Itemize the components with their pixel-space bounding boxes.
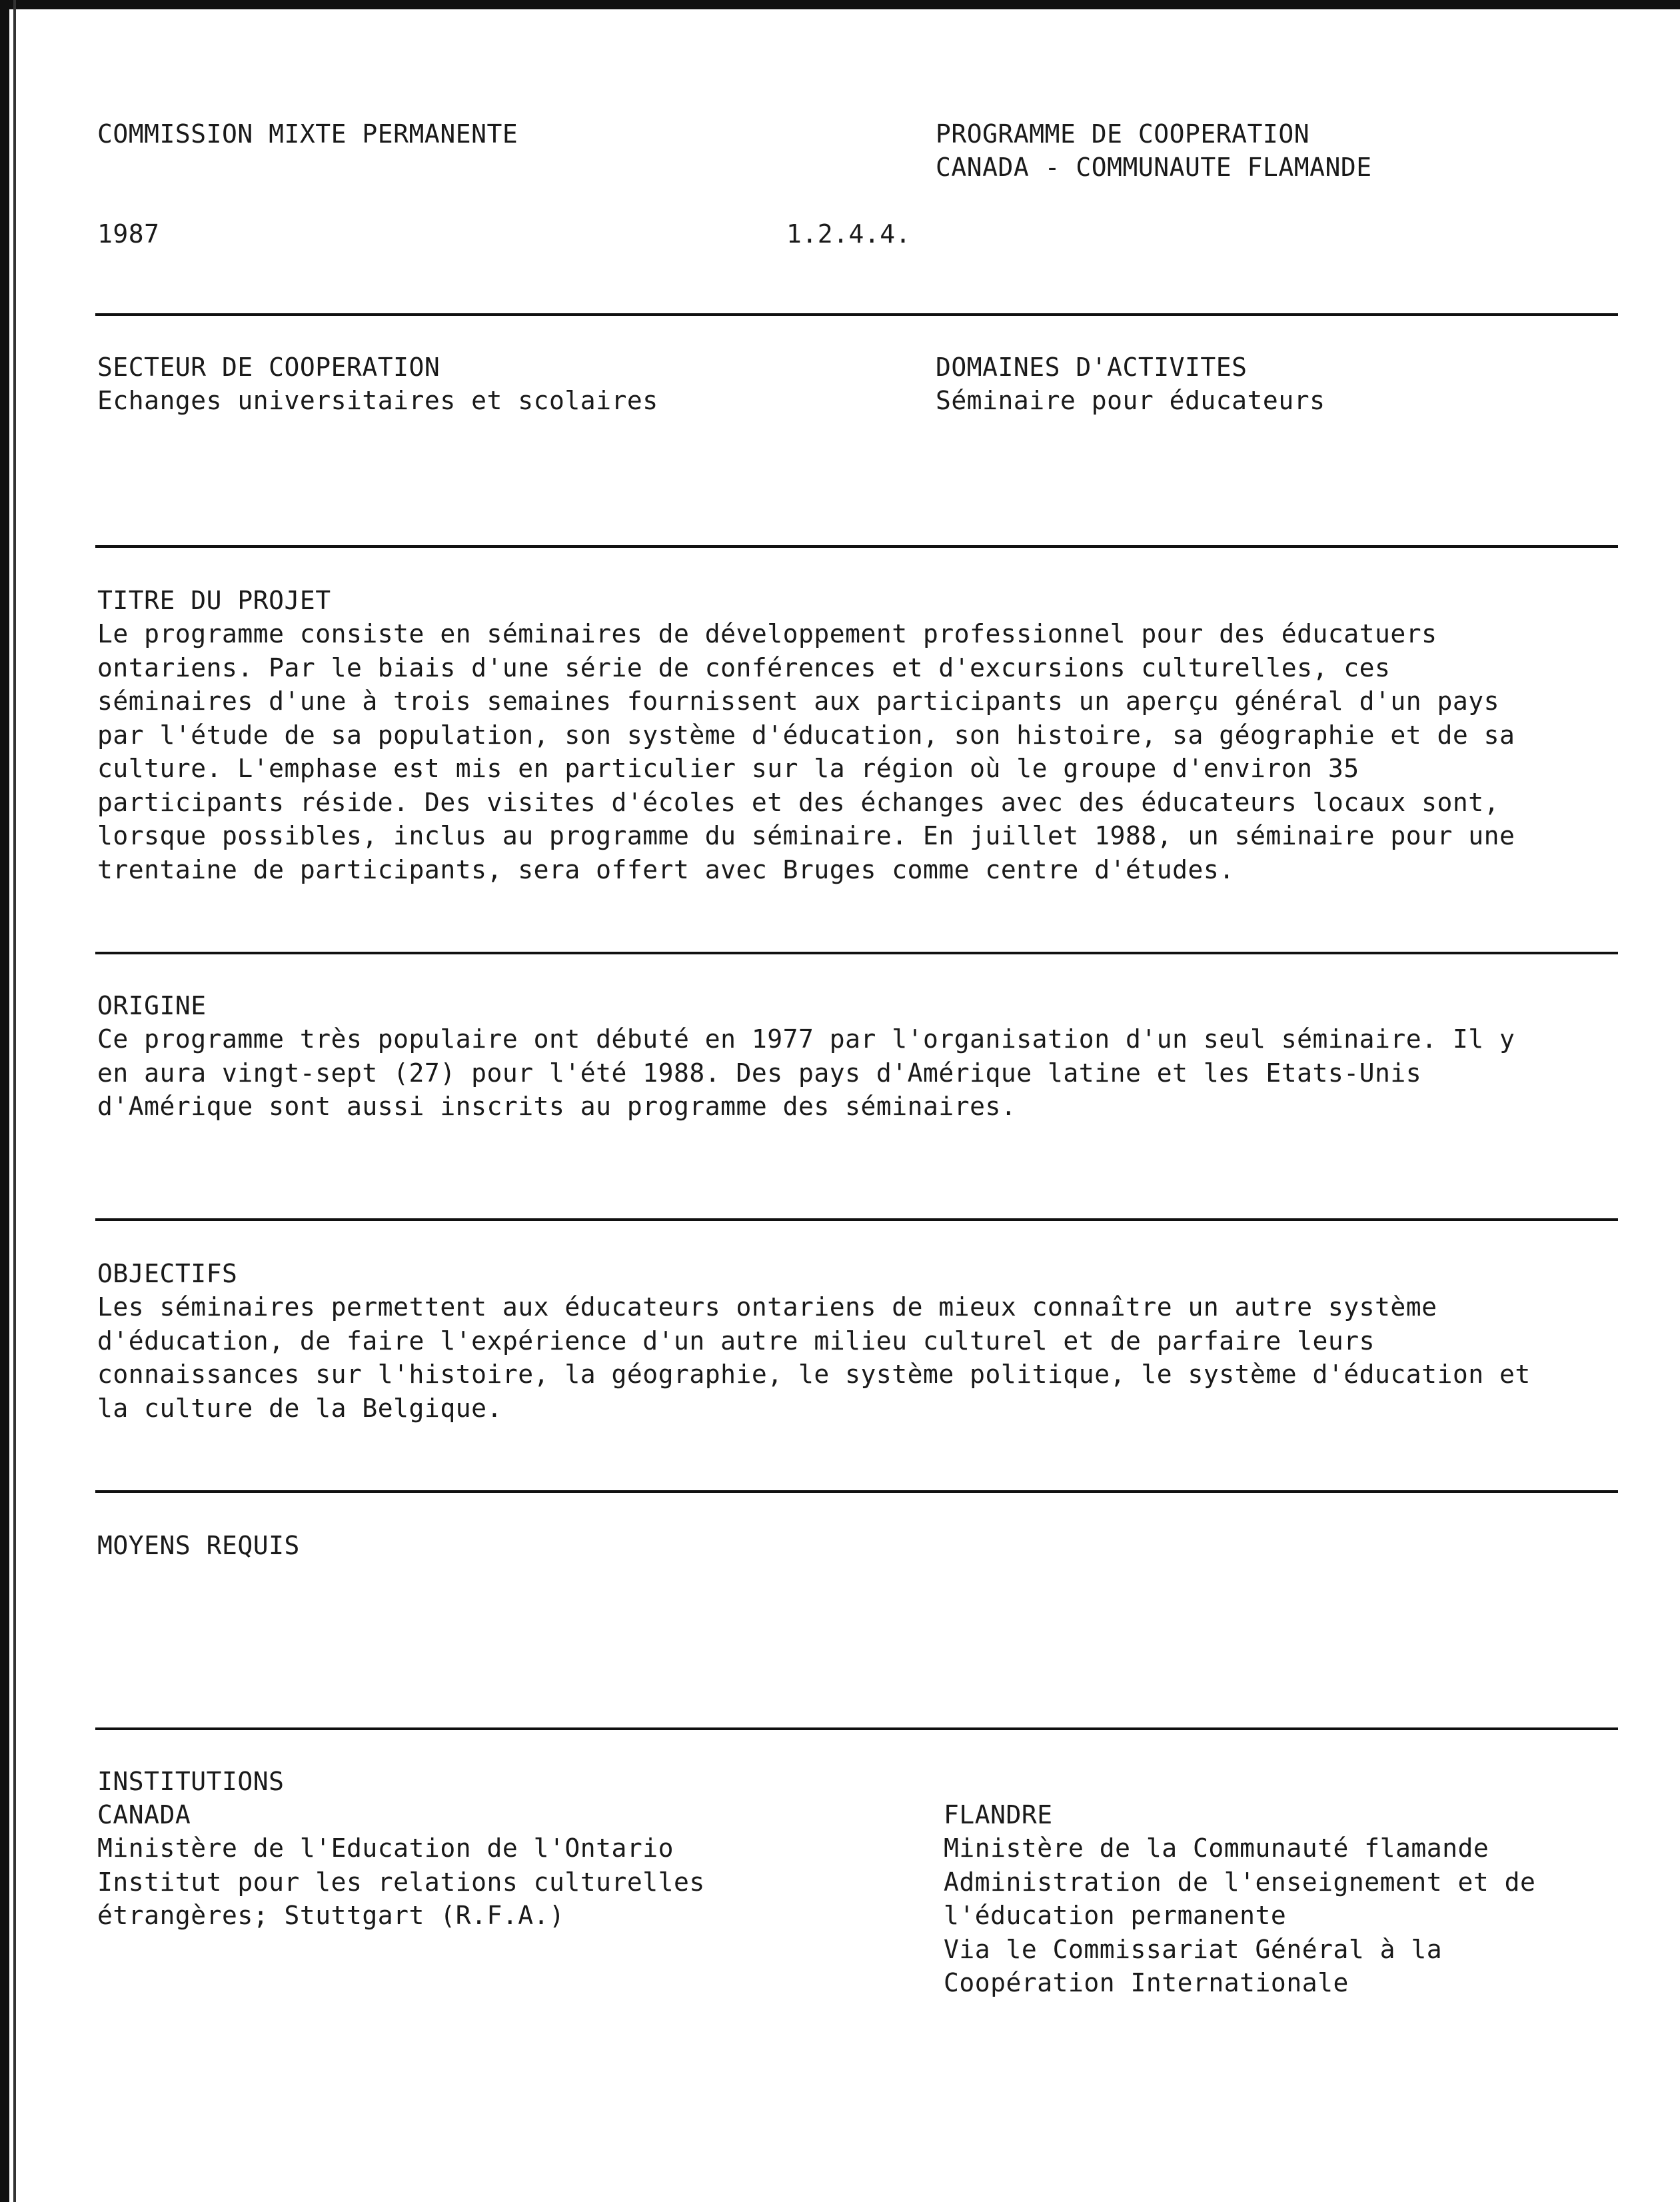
header-commission: COMMISSION MIXTE PERMANENTE [97,119,518,149]
objectifs-paragraph [97,1290,1531,1425]
header-code: 1.2.4.4. [786,219,912,249]
section-divider [95,1490,1618,1493]
header-year: 1987 [97,219,160,249]
section-divider [95,545,1618,548]
objectifs-line: la culture de la Belgique. [97,1393,502,1423]
canada-institution-line: Institut pour les relations culturelles [97,1867,705,1897]
scan-top-border [0,0,1680,9]
canada-institutions [97,1831,705,1933]
flandre-institution-line: Ministère de la Communauté flamande [944,1833,1489,1863]
origine-paragraph [97,1022,1515,1124]
origine-line: Ce programme très populaire ont débuté en 1977 par l'organisation d'un seul séminaire. Il y [97,1024,1515,1054]
titre-label: TITRE DU PROJET [97,586,331,615]
titre-line: séminaires d'une à trois semaines fournissent aux participants un aperçu général d'un pays [97,686,1500,716]
section-divider [95,313,1618,316]
origine-line: en aura vingt-sept (27) pour l'été 1988. Des pays d'Amérique latine et les Etats-Unis [97,1058,1422,1088]
flandre-institution-line: l'éducation permanente [944,1901,1287,1930]
flandre-institution-line: Administration de l'enseignement et de [944,1867,1536,1897]
objectifs-label: OBJECTIFS [97,1259,238,1288]
objectifs-line: d'éducation, de faire l'expérience d'un autre milieu culturel et de parfaire leurs [97,1326,1375,1356]
scan-left-border-inner [13,0,16,2202]
moyens-label: MOYENS REQUIS [97,1531,300,1560]
titre-line: trentaine de participants, sera offert avec Bruges comme centre d'études. [97,854,1235,884]
flandre-label: FLANDRE [944,1800,1053,1829]
flandre-institution-line: Via le Commissariat Général à la [944,1934,1443,1964]
section-divider [95,1727,1618,1730]
institutions-label: INSTITUTIONS [97,1767,285,1796]
section-divider [95,952,1618,954]
canada-institution-line: Ministère de l'Education de l'Ontario [97,1833,674,1863]
canada-institution-line: étrangères; Stuttgart (R.F.A.) [97,1901,565,1930]
titre-paragraph [97,617,1515,886]
sector-value: Echanges universitaires et scolaires [97,386,658,415]
titre-line: culture. L'emphase est mis en particulier sur la région où le groupe d'environ 35 [97,754,1359,783]
section-divider [95,1218,1618,1221]
titre-line: Le programme consiste en séminaires de développement professionnel pour des éducatuers [97,619,1437,648]
header-canada-flandre: CANADA - COMMUNAUTE FLAMANDE [936,153,1372,182]
sector-label: SECTEUR DE COOPERATION [97,353,440,382]
origine-line: d'Amérique sont aussi inscrits au programme des séminaires. [97,1092,1017,1121]
titre-line: lorsque possibles, inclus au programme du séminaire. En juillet 1988, un séminaire pour une [97,821,1515,850]
domains-value: Séminaire pour éducateurs [936,386,1325,415]
flandre-institutions [944,1831,1535,2000]
flandre-institution-line: Coopération Internationale [944,1968,1349,1997]
titre-line: ontariens. Par le biais d'une série de conférences et d'excursions culturelles, ces [97,652,1391,682]
titre-line: par l'étude de sa population, son système d'éducation, son histoire, sa géographie et de sa [97,720,1515,750]
domains-label: DOMAINES D'ACTIVITES [936,353,1248,382]
scan-left-border [0,0,9,2202]
objectifs-line: Les séminaires permettent aux éducateurs ontariens de mieux connaître un autre système [97,1292,1437,1322]
header-programme: PROGRAMME DE COOPERATION [936,119,1310,149]
objectifs-line: connaissances sur l'histoire, la géographie, le système politique, le système d'éducation et [97,1360,1531,1389]
canada-label: CANADA [97,1800,191,1829]
origine-label: ORIGINE [97,991,207,1020]
titre-line: participants réside. Des visites d'écoles et des échanges avec des éducateurs locaux sont, [97,787,1500,817]
